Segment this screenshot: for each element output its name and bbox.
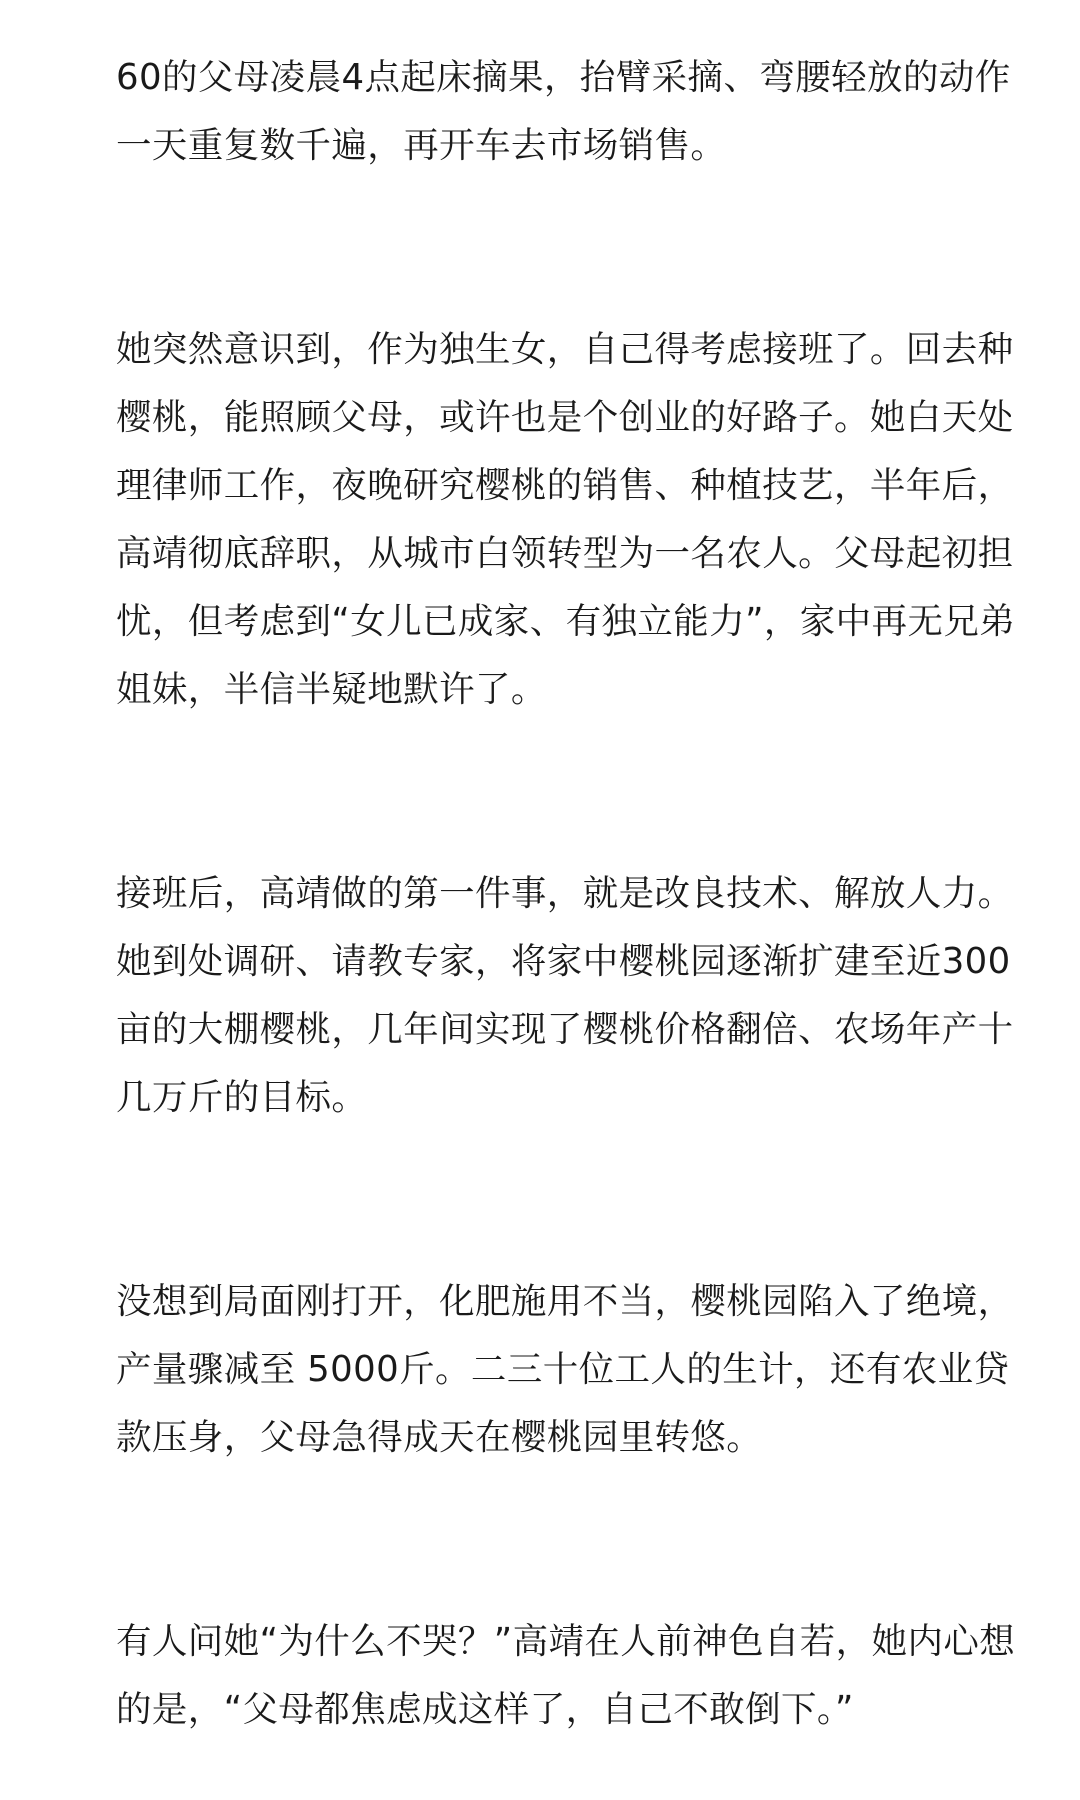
article-body: [116, 44, 1016, 1744]
paragraph-taking-over: 她突然意识到，作为独生女，自己得考虑接班了。回去种樱桃，能照顾父母，或许也是个创业的好路子。她白天处理律师工作，夜晚研究樱桃的销售、种植技艺，半年后，高靖彻底辞职，从城市白领转型为一名农人。父母起初担忧，但考虑到“女儿已成家、有独立能力”，家中再无兄弟姐妹，半信半疑地默许了。: [116, 329, 1016, 710]
paragraph-crisis: 没想到局面刚打开，化肥施用不当，樱桃园陷入了绝境，产量骤减至 5000斤。二三十位工人的生计，还有农业贷款压身，父母急得成天在樱桃园里转悠。: [116, 1281, 1014, 1458]
paragraph-parents-picking: 60的父母凌晨4点起床摘果，抬臂采摘、弯腰轻放的动作一天重复数千遍，再开车去市场销售。: [116, 57, 1011, 166]
paragraph-not-crying: 有人问她“为什么不哭？”高靖在人前神色自若，她内心想的是，“父母都焦虑成这样了，自己不敢倒下。”: [116, 1621, 1016, 1730]
paragraph-improving-tech: 接班后，高靖做的第一件事，就是改良技术、解放人力。她到处调研、请教专家，将家中樱桃园逐渐扩建至近300亩的大棚樱桃，几年间实现了樱桃价格翻倍、农场年产十几万斤的目标。: [116, 873, 1014, 1118]
